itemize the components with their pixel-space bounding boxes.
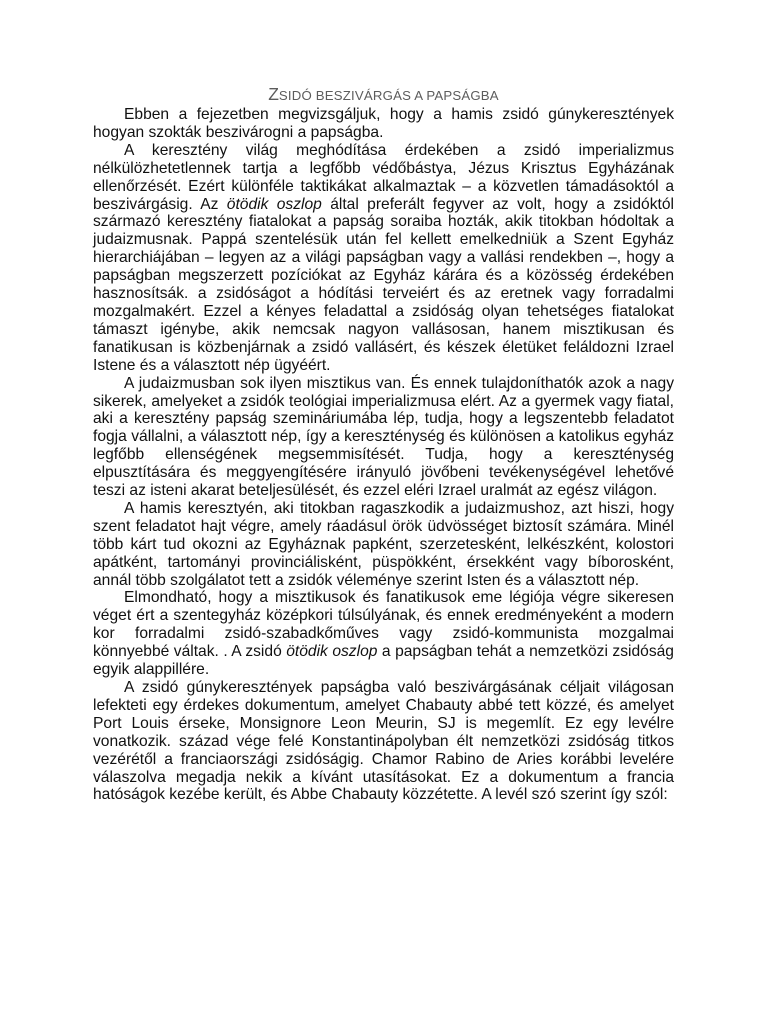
text-run: A zsidó gúnykeresztények papságba való beszivárgásának céljait világosan lefekteti egy érdekes dokumentum, amelyet Chabauty abbé tett közzé, és amelyet Port Louis érseke, Monsignore Leon Meurin, SJ is megemlít. Ez egy levélre vonatkozik. század vége felé Konstantinápolyban élt nemzetközi zsidóság titkos vezérétől a franciaországi zsidóságig. Chamor Rabino de Aries korábbi levelére válaszolva megadja nekik a kívánt utasításokat. Ez a dokumentum a francia hatóságok kezébe került, és Abbe Chabauty közzétette. A levél szó szerint így szól: xyxy=(93,679,674,804)
document-page xyxy=(93,84,674,804)
title-rest: SIDÓ BESZIVÁRGÁS A PAPSÁGBA xyxy=(278,88,499,103)
text-run: A judaizmusban sok ilyen misztikus van. És ennek tulajdoníthatók azok a nagy sikerek, amelyeket a zsidók teológiai imperializmusa elért. Az a gyermek vagy fiatal, aki a keresztény papság szemináriumába lép, tudja, hogy a legszentebb feladatot fogja vállalni, a választott nép, így a kereszténység és különösen a katolikus egyház legfőbb ellenségének megsemmisítését. Tudja, hogy a kereszténység elpusztítására és meggyengítésére irányuló jövőbeni tevékenységével lehetővé teszi az isteni akarat beteljesülését, és ezzel eléri Izrael uralmát az egész világon. xyxy=(93,374,674,500)
paragraph xyxy=(93,589,674,679)
text-run: a papságban tehát a nemzetközi zsidóság egyik alappillére. xyxy=(93,643,674,679)
text-run: Ebben a fejezetben megvizsgáljuk, hogy a hamis zsidó gúnykeresztények hogyan szokták beszivárogni a papságba. xyxy=(93,106,674,141)
body-text xyxy=(93,106,674,804)
paragraph xyxy=(93,106,674,142)
title-first-letter: Z xyxy=(268,84,279,104)
text-run: A hamis keresztyén, aki titokban ragaszkodik a judaizmushoz, azt hiszi, hogy szent feladatot hajt végre, amely ráadásul örök üdvösséget biztosít számára. Minél több kárt tud okozni az Egyháznak papként, szerzetesként, lelkészként, kolostori apátként, tartományi provinciálisként, püspökként, érsekként vagy bíborosként, annál több szolgálatot tett a zsidók véleménye szerint Isten és a választott nép. xyxy=(93,499,674,589)
text-run: által preferált fegyver az volt, hogy a zsidóktól származó keresztény fiatalokat a papság soraiba hozták, akik titokban hódoltak a judaizmusnak. Pappá szentelésük után fel kellett emelkedniük a Szent Egyház hierarchiájában – legyen az a világi papságban vagy a vallási rendekben –, hogy a papságban megszerzett pozíciókat az Egyház kárára és a közösség érdekében hasznosítsák. a zsidóságot a hódítási terveiért és az eretnek vagy forradalmi mozgalmakért. Ezzel a kényes feladattal a zsidóság olyan tehetséges fiatalokat támaszt igénybe, akik nemcsak nagyon vallásosan, hanem misztikusan és fanatikusan is közbenjárnak a zsidó vallásért, és készek életüket feláldozni Izrael Istene és a választott nép ügyéért. xyxy=(93,195,674,374)
italic-run: ötödik oszlop xyxy=(286,643,378,661)
paragraph xyxy=(93,142,674,375)
italic-run: ötödik oszlop xyxy=(226,195,322,213)
paragraph xyxy=(93,375,674,500)
text-run: A keresztény világ meghódítása érdekében a zsidó imperializmus nélkülözhetetlennek tartja a legfőbb védőbástya, Jézus Krisztus Egyházának ellenőrzését. Ezért különféle taktikákat alkalmaztak – a közvetlen támadásoktól a beszivárgásig. Az xyxy=(93,141,674,213)
paragraph xyxy=(93,500,674,590)
paragraph xyxy=(93,679,674,804)
document-title xyxy=(93,84,674,106)
text-run: Elmondható, hogy a misztikusok és fanatikusok eme légiója végre sikeresen véget ért a szentegyház középkori túlsúlyának, és ennek eredményeként a modern kor forradalmi zsidó-szabadkőműves vagy zsidó-kommunista mozgalmai könnyebbé váltak. . A zsidó xyxy=(93,589,674,661)
